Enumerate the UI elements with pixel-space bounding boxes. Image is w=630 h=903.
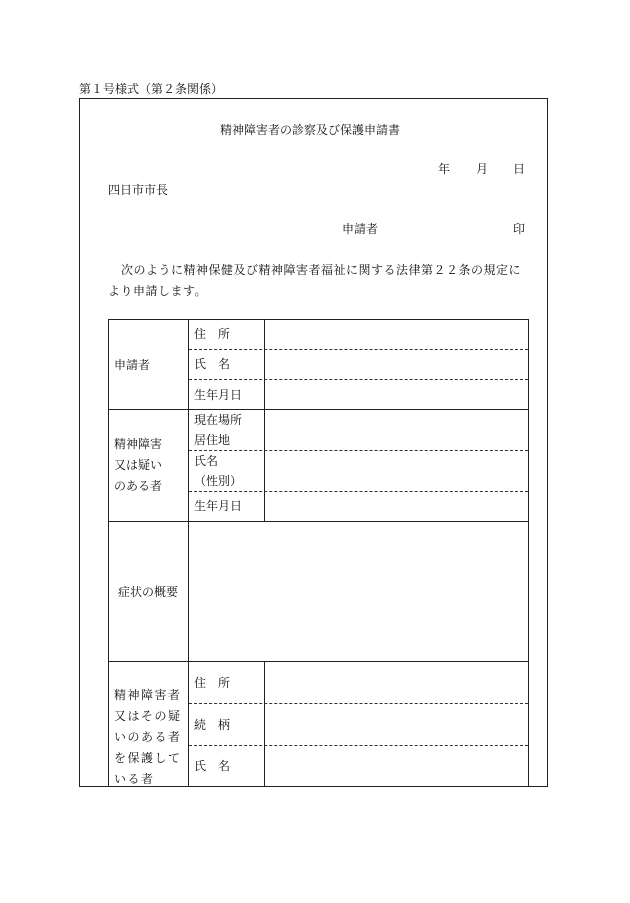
suspected-location-label-2: 居住地 [194, 433, 231, 447]
suspected-location-label-1: 現在場所 [194, 413, 243, 427]
symptoms-heading: 症状の概要 [118, 585, 179, 599]
guardian-name-label: 氏 名 [194, 759, 231, 773]
guardian-heading-line-4: を保護して [114, 751, 182, 765]
applicant-heading: 申請者 [114, 358, 151, 372]
form-title: 精神障害者の診察及び保護申請書 [220, 123, 401, 137]
guardian-relationship-label: 続 柄 [194, 718, 231, 732]
addressee: 四日市市長 [108, 183, 169, 197]
date-year: 年 [438, 162, 451, 176]
applicant-name-label: 氏 名 [194, 357, 231, 371]
suspected-birthdate-label: 生年月日 [194, 499, 243, 513]
date-day: 日 [513, 162, 526, 176]
suspected-heading-line-2: 又は疑い [114, 458, 163, 472]
suspected-name-label-1: 氏名 [194, 454, 219, 468]
guardian-heading-line-3: いのある者 [114, 730, 182, 744]
suspected-name-label-2: （性別） [194, 474, 243, 488]
date-month: 月 [476, 162, 489, 176]
body-text-line-2: より申請します。 [108, 284, 208, 298]
form-number: 第１号様式（第２条関係） [79, 82, 224, 96]
guardian-heading-line-5: いる者 [114, 772, 155, 786]
suspected-heading-line-1: 精神障害 [114, 437, 163, 451]
applicant-label: 申請者 [342, 222, 379, 236]
suspected-heading-line-3: のある者 [114, 479, 163, 493]
guardian-heading-line-1: 精神障害者 [114, 688, 182, 702]
applicant-birthdate-label: 生年月日 [194, 388, 243, 402]
body-text-line-1: 次のように精神保健及び精神障害者福祉に関する法律第２２条の規定に [121, 263, 522, 277]
seal-mark: 印 [513, 222, 526, 236]
guardian-heading-line-2: 又はその疑 [114, 709, 182, 723]
applicant-address-label: 住 所 [194, 327, 231, 341]
guardian-address-label: 住 所 [194, 676, 231, 690]
